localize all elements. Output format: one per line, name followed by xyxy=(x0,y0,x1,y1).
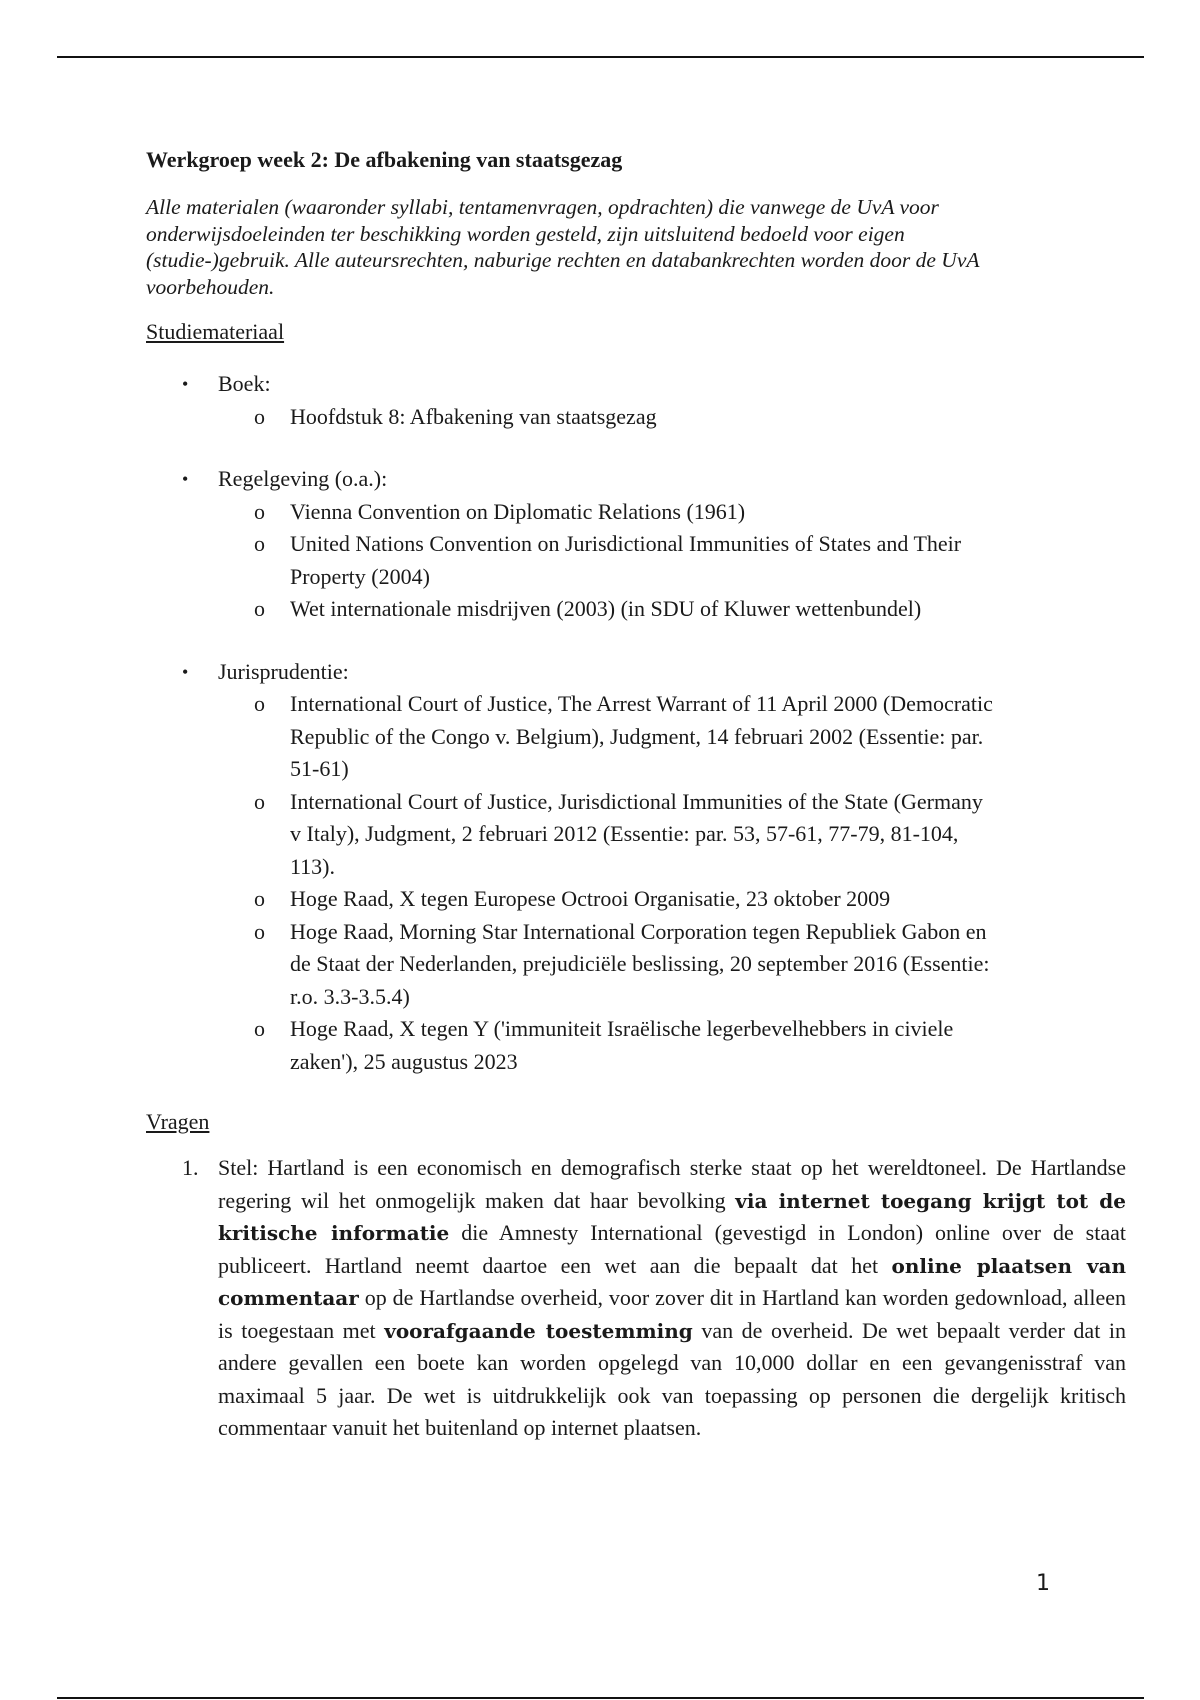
material-item-text: Hoofdstuk 8: Afbakening van staatsgezag xyxy=(290,403,657,429)
material-group-label: Boek: xyxy=(218,371,271,396)
question-text xyxy=(218,1155,1126,1440)
material-item xyxy=(218,496,998,529)
material-item-text: United Nations Convention on Jurisdictional Immunities of States and Their Property (2004) xyxy=(290,531,962,589)
material-item-text: Hoge Raad, X tegen Europese Octrooi Organisatie, 23 oktober 2009 xyxy=(290,886,891,911)
question-emphasis: via internet toegang krijgt tot de kritische informatie xyxy=(218,1188,1126,1245)
material-item-text: International Court of Justice, Jurisdictional Immunities of the State (Germany v Italy), Judgment, 2 februari 2012 (Essentie: par. 53, 57-61, 77-79, 81-104, 113). xyxy=(290,788,983,879)
sub-bullet-marker: o xyxy=(254,1016,265,1041)
question-number: 1. xyxy=(182,1155,199,1180)
material-item-text: Hoge Raad, X tegen Y ('immuniteit Israëlische legerbevelhebbers in civiele zaken'), 25 augustus 2023 xyxy=(290,1016,954,1074)
header-rule xyxy=(57,56,1144,58)
sub-bullet-marker: o xyxy=(254,403,265,429)
footer-rule xyxy=(57,1697,1144,1699)
sub-bullet-marker: o xyxy=(254,498,265,524)
question-item xyxy=(146,1152,1126,1445)
material-sublist xyxy=(218,496,1056,626)
material-item xyxy=(218,786,998,884)
question-text-segment: die Amnesty International (gevestigd in London) online over de staat publiceert. Hartland neemt daartoe een wet aan die bepaalt dat het xyxy=(218,1220,1127,1278)
question-text-segment: van de overheid. De wet bepaalt verder dat in andere gevallen een boete kan worden opgelegd van 10,000 dollar en een gevangenisstraf van maximaal 5 jaar. De wet is uitdrukkelijk ook van toepassing op personen die dergelijk kritisch commentaar vanuit het buitenland op internet plaatsen. xyxy=(218,1317,1126,1440)
material-group-case-law xyxy=(146,656,1056,1079)
bullet-marker: • xyxy=(182,374,189,394)
material-group-label: Jurisprudentie: xyxy=(218,658,349,684)
page-number: 1 xyxy=(1036,1571,1050,1596)
material-item xyxy=(218,688,998,786)
sub-bullet-marker: o xyxy=(254,918,265,944)
material-group-regulations xyxy=(146,463,1056,626)
bullet-marker: • xyxy=(182,469,189,489)
material-group-label: Regelgeving (o.a.): xyxy=(218,466,388,491)
study-material-list xyxy=(146,368,1056,1078)
sub-bullet-marker: o xyxy=(254,788,265,814)
question-emphasis: online plaatsen van commentaar xyxy=(218,1253,1126,1310)
material-group-book xyxy=(146,368,1056,433)
material-item-text: Vienna Convention on Diplomatic Relations (1961) xyxy=(290,498,746,524)
material-sublist xyxy=(218,401,1056,434)
document-title: Werkgroep week 2: De afbakening van staatsgezag xyxy=(146,147,623,172)
material-item xyxy=(218,593,998,626)
questions-list xyxy=(146,1152,1127,1445)
questions-heading: Vragen xyxy=(146,1109,210,1134)
study-material-heading: Studiemateriaal xyxy=(146,319,285,344)
material-sublist xyxy=(218,688,1056,1078)
question-emphasis: voorafgaande toestemming xyxy=(384,1318,693,1343)
material-item xyxy=(218,1013,998,1078)
sub-bullet-marker: o xyxy=(254,886,265,911)
copyright-disclaimer: Alle materialen (waaronder syllabi, tentamenvragen, opdrachten) die vanwege de UvA voor onderwijsdoeleinden ter beschikking worden gesteld, zijn uitsluitend bedoeld voor eigen (studie-)gebruik. Alle auteursrechten, naburige rechten en databankrechten worden door de UvA voorbehouden. xyxy=(146,195,980,299)
document-body xyxy=(146,146,1127,1445)
material-item-text: Hoge Raad, Morning Star International Corporation tegen Republiek Gabon en de Staat der Nederlanden, prejudiciële beslissing, 20 september 2016 (Essentie: r.o. 3.3-3.5.4) xyxy=(290,918,990,1009)
sub-bullet-marker: o xyxy=(254,596,265,621)
sub-bullet-marker: o xyxy=(254,691,265,716)
bullet-marker: • xyxy=(182,661,189,682)
material-item xyxy=(218,528,998,593)
question-text-segment: Stel: Hartland is een economisch en demografisch sterke staat op het wereldtoneel. De Hartlandse regering wil het onmogelijk maken dat haar bevolking xyxy=(218,1155,1126,1213)
material-item-text: Wet internationale misdrijven (2003) (in SDU of Kluwer wettenbundel) xyxy=(290,596,922,621)
material-item xyxy=(218,401,998,434)
material-item-text: International Court of Justice, The Arrest Warrant of 11 April 2000 (Democratic Republic of the Congo v. Belgium), Judgment, 14 februari 2002 (Essentie: par. 51-61) xyxy=(290,691,993,781)
material-item xyxy=(218,883,998,916)
question-text-segment: op de Hartlandse overheid, voor zover dit in Hartland kan worden gedownload, alleen is toegestaan met xyxy=(218,1285,1126,1343)
material-item xyxy=(218,916,998,1014)
sub-bullet-marker: o xyxy=(254,531,265,556)
